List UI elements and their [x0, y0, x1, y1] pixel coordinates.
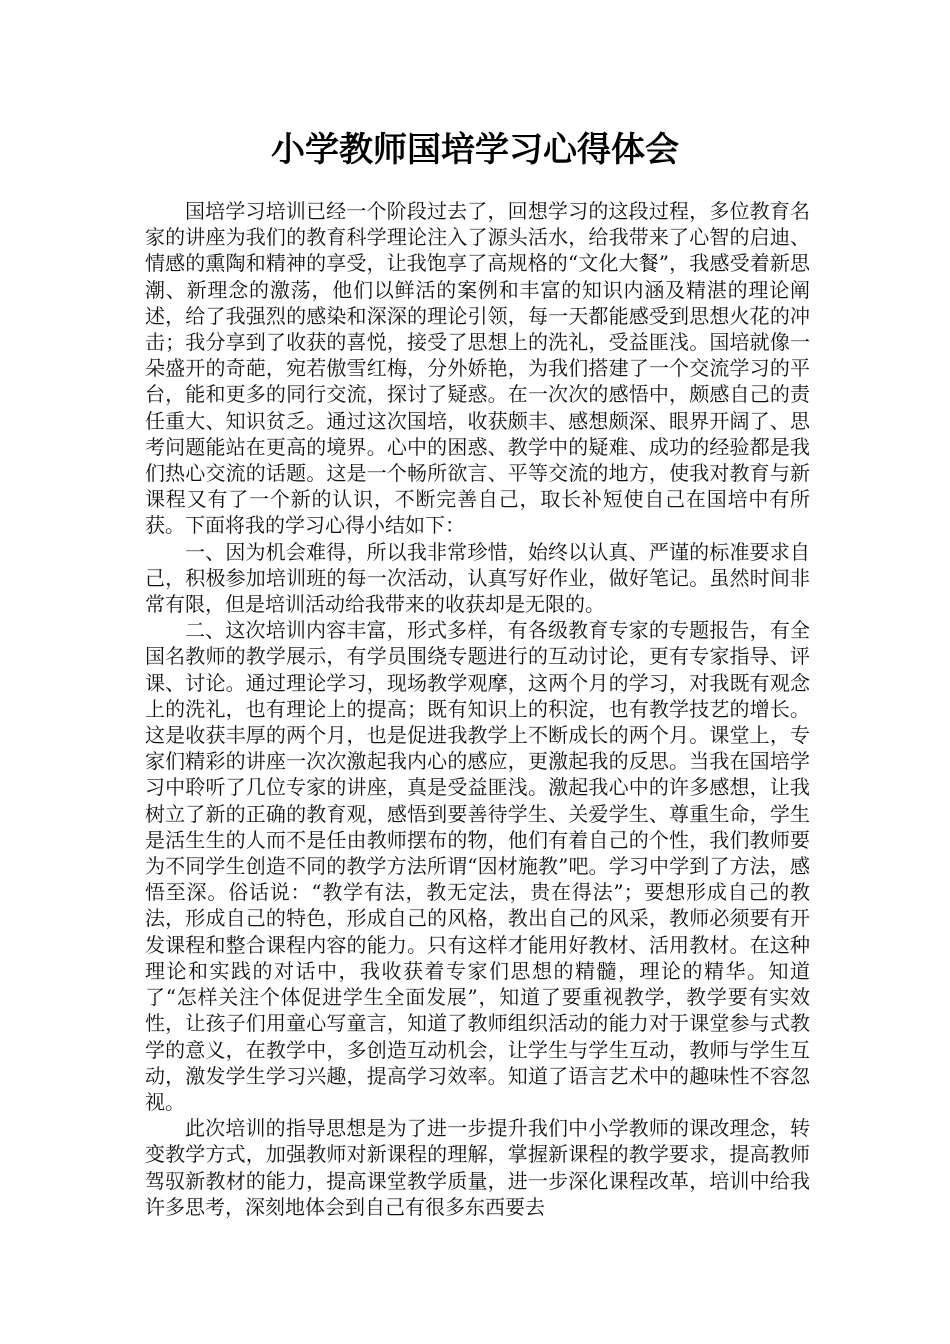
paragraph-point-one: 一、因为机会难得，所以我非常珍惜，始终以认真、严谨的标准要求自己，积极参加培训班的每一次活动，认真写好作业，做好笔记。虽然时间非常有限，但是培训活动给我带来的收获却是无限的。 — [145, 539, 810, 617]
document-title: 小学教师国培学习心得体会 — [271, 130, 679, 170]
paragraph-point-two: 二、这次培训内容丰富，形式多样，有各级教育专家的专题报告，有全国名教师的教学展示，有学员围绕专题进行的互动讨论，更有专家指导、评课、讨论。通过理论学习，现场教学观摩，这两个月的学习，对我既有观念上的洗礼，也有理论上的提高；既有知识上的积淀，也有教学技艺的增长。这是收获丰厚的两个月，也是促进我教学上不断成长的两个月。课堂上，专家们精彩的讲座一次次激起我内心的感应，更激起我的反思。当我在国培学习中聆听了几位专家的讲座，真是受益匪浅。激起我心中的许多感想，让我树立了新的正确的教育观，感悟到要善待学生、关爱学生、尊重生命，学生是活生生的人而不是任由教师摆布的物，他们有着自己的个性，我们教师要为不同学生创造不同的教学方法所谓“因材施教”吧。学习中学到了方法，感悟至深。俗话说：“教学有法，教无定法，贵在得法”；要想形成自己的教法，形成自己的特色，形成自己的风格，教出自己的风采，教师必须要有开发课程和整合课程内容的能力。只有这样才能用好教材、活用教材。在这种理论和实践的对话中，我收获着专家们思想的精髓，理论的精华。知道了“怎样关注个体促进学生全面发展”，知道了要重视教学，教学要有实效性，让孩子们用童心写童言，知道了教师组织活动的能力对于课堂参与式教学的意义，在教学中，多创造互动机会，让学生与学生互动，教师与学生互动，激发学生学习兴趣，提高学习效率。知道了语言艺术中的趣味性不容忽视。 — [145, 618, 810, 1114]
document-body — [145, 198, 810, 1220]
paragraph-guiding-idea: 此次培训的指导思想是为了进一步提升我们中小学教师的课改理念，转变教学方式，加强教师对新课程的理解，掌握新课程的教学要求，提高教师驾驭新教材的能力，提高课堂教学质量，进一步深化课程改革，培训中给我许多思考，深刻地体会到自己有很多东西要去 — [145, 1116, 810, 1219]
paragraph-intro: 国培学习培训已经一个阶段过去了，回想学习的这段过程，多位教育名家的讲座为我们的教育科学理论注入了源头活水，给我带来了心智的启迪、情感的熏陶和精神的享受，让我饱享了高规格的“文化大餐”，我感受着新思潮、新理念的激荡，他们以鲜活的案例和丰富的知识内涵及精湛的理论阐述，给了我强烈的感染和深深的理论引领，每一天都能感受到思想火花的冲击；我分享到了收获的喜悦，接受了思想上的洗礼，受益匪浅。国培就像一朵盛开的奇葩，宛若傲雪红梅，分外娇艳，为我们搭建了一个交流学习的平台，能和更多的同行交流，探讨了疑惑。在一次次的感悟中，颇感自己的责任重大、知识贫乏。通过这次国培，收获颇丰、感想颇深、眼界开阔了、思考问题能站在更高的境界。心中的困惑、教学中的疑难、成功的经验都是我们热心交流的话题。这是一个畅所欲言、平等交流的地方，使我对教育与新课程又有了一个新的认识，不断完善自己，取长补短使自己在国培中有所获。下面将我的学习心得小结如下： — [145, 199, 810, 538]
